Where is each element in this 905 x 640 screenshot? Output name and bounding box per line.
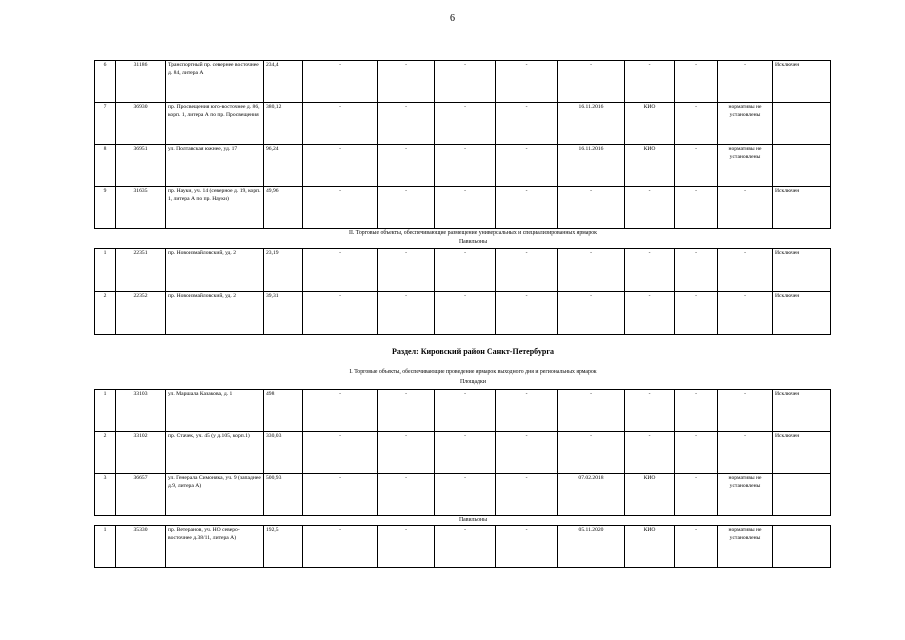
cell-c7: - bbox=[435, 474, 496, 516]
cell-date: - bbox=[558, 187, 625, 229]
subcaption-pavilions-2: Павильоны bbox=[458, 517, 488, 523]
cell-dept: - bbox=[625, 390, 675, 432]
cell-c8: - bbox=[496, 526, 558, 568]
cell-c6: - bbox=[378, 292, 435, 335]
cell-c7: - bbox=[435, 249, 496, 292]
cell-c8: - bbox=[496, 145, 558, 187]
table-row bbox=[95, 432, 831, 474]
table-row bbox=[95, 292, 831, 335]
cell-status: Исключен bbox=[773, 249, 831, 292]
cell-c8: - bbox=[496, 187, 558, 229]
table-group-2 bbox=[94, 248, 831, 335]
cell-status: Исключен bbox=[773, 187, 831, 229]
cell-date: - bbox=[558, 432, 625, 474]
cell-c8: - bbox=[496, 432, 558, 474]
cell-c8: - bbox=[496, 292, 558, 335]
cell-area: 96,24 bbox=[264, 145, 303, 187]
cell-c6: - bbox=[378, 474, 435, 516]
cell-status bbox=[773, 145, 831, 187]
subcaption-pavilions-1: Павильоны bbox=[458, 239, 488, 245]
cell-c6: - bbox=[378, 249, 435, 292]
cell-note: нормативы не установлены bbox=[718, 145, 773, 187]
cell-address: пр. Стачек, уч. 45 (у д.105, корп.1) bbox=[166, 432, 264, 474]
cell-c7: - bbox=[435, 103, 496, 145]
cell-c5: - bbox=[303, 390, 378, 432]
cell-id: 36951 bbox=[116, 145, 166, 187]
cell-c6: - bbox=[378, 61, 435, 103]
cell-n: 2 bbox=[95, 292, 116, 335]
cell-c11: - bbox=[675, 145, 718, 187]
cell-id: 33102 bbox=[116, 432, 166, 474]
cell-c5: - bbox=[303, 61, 378, 103]
cell-n: 1 bbox=[95, 526, 116, 568]
cell-c7: - bbox=[435, 145, 496, 187]
cell-c5: - bbox=[303, 432, 378, 474]
table-row bbox=[95, 103, 831, 145]
cell-date: 05.11.2020 bbox=[558, 526, 625, 568]
cell-c5: - bbox=[303, 292, 378, 335]
cell-id: 36930 bbox=[116, 103, 166, 145]
caption-ii: II. Торговые объекты, обеспечивающие размещение универсальных и специализированных ярмарок bbox=[349, 230, 597, 236]
cell-c11: - bbox=[675, 474, 718, 516]
cell-note: нормативы не установлены bbox=[718, 103, 773, 145]
cell-dept: - bbox=[625, 292, 675, 335]
cell-area: 192,5 bbox=[264, 526, 303, 568]
table-row bbox=[95, 249, 831, 292]
cell-c5: - bbox=[303, 145, 378, 187]
cell-c8: - bbox=[496, 103, 558, 145]
cell-address: пр. Новоизмайловский, уд. 2 bbox=[166, 292, 264, 335]
table-row bbox=[95, 526, 831, 568]
cell-status: Исключен bbox=[773, 292, 831, 335]
cell-note: - bbox=[718, 61, 773, 103]
cell-status bbox=[773, 526, 831, 568]
cell-status bbox=[773, 474, 831, 516]
cell-note: - bbox=[718, 432, 773, 474]
cell-c5: - bbox=[303, 103, 378, 145]
cell-c5: - bbox=[303, 526, 378, 568]
cell-id: 33103 bbox=[116, 390, 166, 432]
cell-area: 500,93 bbox=[264, 474, 303, 516]
cell-status: Исключен bbox=[773, 61, 831, 103]
cell-c8: - bbox=[496, 390, 558, 432]
cell-date: - bbox=[558, 390, 625, 432]
cell-c6: - bbox=[378, 526, 435, 568]
cell-id: 22351 bbox=[116, 249, 166, 292]
cell-status: Исключен bbox=[773, 390, 831, 432]
cell-c11: - bbox=[675, 249, 718, 292]
cell-note: - bbox=[718, 187, 773, 229]
cell-c5: - bbox=[303, 249, 378, 292]
cell-address: пр. Новоизмайловский, уд. 2 bbox=[166, 249, 264, 292]
cell-address: пр. Просвещения юго-восточнее д. 86, корп. 1, литера А по пр. Просвещения bbox=[166, 103, 264, 145]
cell-c8: - bbox=[496, 474, 558, 516]
table-group-3 bbox=[94, 389, 831, 516]
cell-dept: - bbox=[625, 187, 675, 229]
cell-c6: - bbox=[378, 432, 435, 474]
cell-id: 31186 bbox=[116, 61, 166, 103]
table-row bbox=[95, 474, 831, 516]
cell-area: 39,31 bbox=[264, 292, 303, 335]
cell-n: 1 bbox=[95, 390, 116, 432]
cell-c7: - bbox=[435, 432, 496, 474]
subcaption-platforms: Площадки bbox=[460, 379, 486, 385]
cell-dept: КИО bbox=[625, 474, 675, 516]
cell-c11: - bbox=[675, 526, 718, 568]
cell-c7: - bbox=[435, 187, 496, 229]
cell-c11: - bbox=[675, 103, 718, 145]
cell-n: 7 bbox=[95, 103, 116, 145]
cell-c11: - bbox=[675, 187, 718, 229]
cell-dept: КИО bbox=[625, 145, 675, 187]
cell-address: ул. Маршала Казакова, д. 1 bbox=[166, 390, 264, 432]
cell-date: - bbox=[558, 249, 625, 292]
cell-date: - bbox=[558, 292, 625, 335]
cell-dept: - bbox=[625, 249, 675, 292]
cell-id: 35330 bbox=[116, 526, 166, 568]
page-number: 6 bbox=[450, 13, 455, 24]
cell-n: 3 bbox=[95, 474, 116, 516]
section-title: Раздел: Кировский район Санкт-Петербурга bbox=[392, 347, 554, 356]
cell-c7: - bbox=[435, 292, 496, 335]
cell-area: 234,4 bbox=[264, 61, 303, 103]
cell-c7: - bbox=[435, 61, 496, 103]
cell-n: 2 bbox=[95, 432, 116, 474]
cell-date: 16.11.2016 bbox=[558, 103, 625, 145]
cell-c11: - bbox=[675, 292, 718, 335]
cell-dept: - bbox=[625, 61, 675, 103]
cell-c6: - bbox=[378, 187, 435, 229]
cell-c7: - bbox=[435, 526, 496, 568]
cell-n: 1 bbox=[95, 249, 116, 292]
cell-c11: - bbox=[675, 432, 718, 474]
cell-c5: - bbox=[303, 474, 378, 516]
cell-address: ул. Генерала Симоняка, уч. 9 (западнее д.9, литера А) bbox=[166, 474, 264, 516]
cell-c7: - bbox=[435, 390, 496, 432]
cell-id: 36657 bbox=[116, 474, 166, 516]
cell-note: - bbox=[718, 292, 773, 335]
cell-id: 31635 bbox=[116, 187, 166, 229]
cell-area: 330,03 bbox=[264, 432, 303, 474]
table-row bbox=[95, 390, 831, 432]
cell-n: 8 bbox=[95, 145, 116, 187]
cell-c6: - bbox=[378, 390, 435, 432]
cell-status bbox=[773, 103, 831, 145]
cell-n: 6 bbox=[95, 61, 116, 103]
cell-c11: - bbox=[675, 61, 718, 103]
cell-address: ул. Полтавская южнее, уд. 17 bbox=[166, 145, 264, 187]
cell-address: пр. Науки, уч. 14 (северное д. 19, корп. 1, литера А по пр. Науки) bbox=[166, 187, 264, 229]
cell-dept: - bbox=[625, 432, 675, 474]
cell-c11: - bbox=[675, 390, 718, 432]
cell-area: 380,12 bbox=[264, 103, 303, 145]
cell-address: пр. Ветеранов, уч. НО северо-восточнее д.38/11, литера А) bbox=[166, 526, 264, 568]
cell-note: нормативы не установлены bbox=[718, 474, 773, 516]
caption-i: I. Торговые объекты, обеспечивающие проведение ярмарок выходного дня и региональных ярмарок bbox=[349, 369, 597, 375]
cell-area: 498 bbox=[264, 390, 303, 432]
table-row bbox=[95, 61, 831, 103]
cell-c6: - bbox=[378, 145, 435, 187]
cell-c8: - bbox=[496, 61, 558, 103]
cell-c5: - bbox=[303, 187, 378, 229]
cell-n: 9 bbox=[95, 187, 116, 229]
cell-address: Транспортный пр. севернее восточнее д. 84, литера А bbox=[166, 61, 264, 103]
cell-dept: КИО bbox=[625, 103, 675, 145]
cell-area: 49,96 bbox=[264, 187, 303, 229]
cell-note: - bbox=[718, 390, 773, 432]
table-group-1 bbox=[94, 60, 831, 229]
table-row bbox=[95, 145, 831, 187]
cell-status: Исключен bbox=[773, 432, 831, 474]
cell-c8: - bbox=[496, 249, 558, 292]
cell-date: 16.11.2016 bbox=[558, 145, 625, 187]
cell-date: - bbox=[558, 61, 625, 103]
cell-note: - bbox=[718, 249, 773, 292]
cell-area: 23,19 bbox=[264, 249, 303, 292]
table-group-4 bbox=[94, 525, 831, 568]
cell-c6: - bbox=[378, 103, 435, 145]
cell-id: 22352 bbox=[116, 292, 166, 335]
cell-date: 07.02.2018 bbox=[558, 474, 625, 516]
table-row bbox=[95, 187, 831, 229]
cell-dept: КИО bbox=[625, 526, 675, 568]
cell-note: нормативы не установлены bbox=[718, 526, 773, 568]
